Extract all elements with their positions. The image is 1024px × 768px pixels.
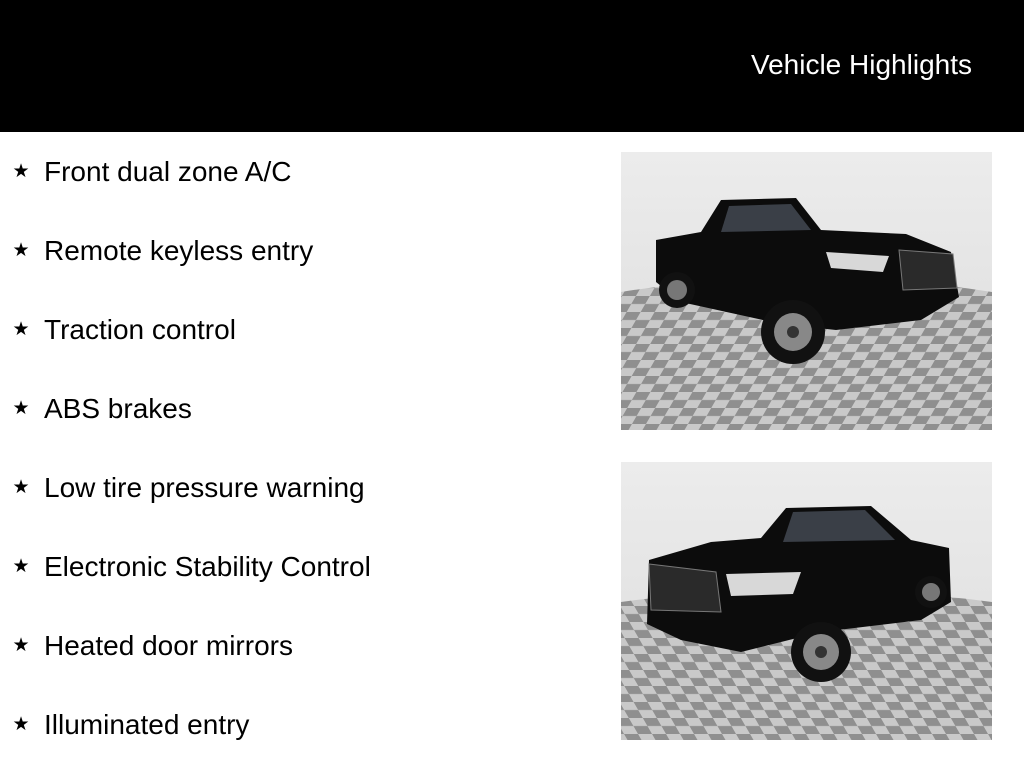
star-icon: ★: [12, 635, 30, 656]
feature-label: Remote keyless entry: [44, 235, 314, 266]
vehicle-photo-front-left: [621, 462, 992, 740]
star-icon: ★: [12, 161, 30, 182]
star-icon: ★: [12, 556, 30, 577]
feature-label: Low tire pressure warning: [44, 472, 365, 503]
star-icon: ★: [12, 240, 30, 261]
feature-label: Electronic Stability Control: [44, 551, 371, 582]
page-title: Vehicle Highlights: [750, 49, 972, 80]
header-bar: [0, 0, 1024, 132]
feature-label: Traction control: [44, 314, 236, 345]
star-icon: ★: [12, 477, 30, 498]
star-icon: ★: [12, 319, 30, 340]
vehicle-photo-front-right: [621, 152, 992, 430]
star-icon: ★: [12, 714, 30, 735]
star-icon: ★: [12, 398, 30, 419]
feature-label: Front dual zone A/C: [44, 156, 292, 187]
feature-label: Heated door mirrors: [44, 630, 293, 661]
feature-label: Illuminated entry: [44, 709, 250, 740]
feature-label: ABS brakes: [44, 393, 192, 424]
